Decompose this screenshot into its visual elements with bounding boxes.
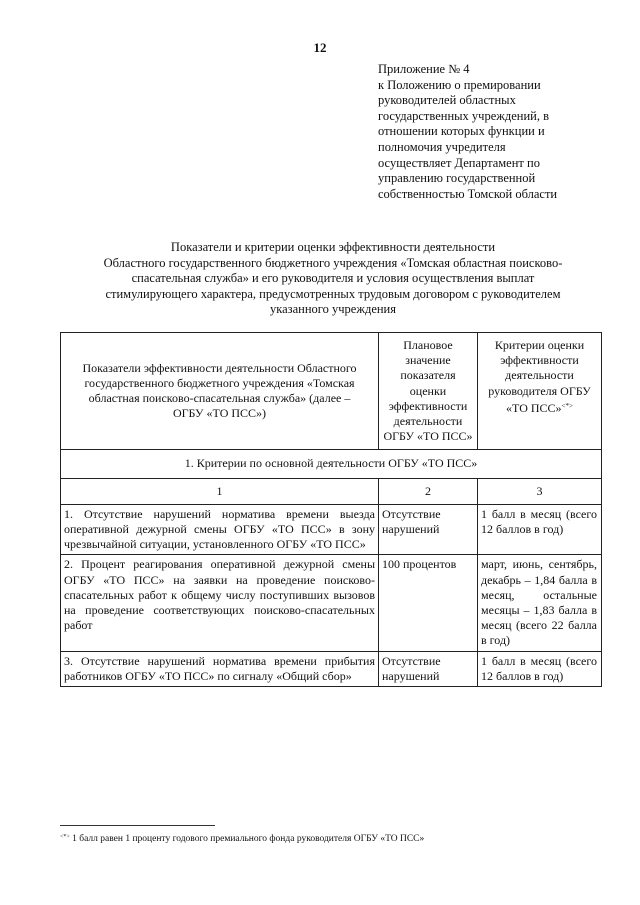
column-number: 2 bbox=[379, 478, 478, 504]
appendix-line: отношении которых функции и bbox=[378, 124, 545, 139]
appendix-line: к Положению о премировании bbox=[378, 77, 541, 92]
title-line: спасательная служба» и его руководителя и условия осуществления выплат bbox=[131, 271, 535, 285]
footnote-separator bbox=[60, 825, 215, 826]
header-criteria bbox=[478, 333, 602, 450]
planned-value-cell: Отсутствие нарушений bbox=[379, 651, 478, 686]
header-criteria-text: Критерии оценки эффективности деятельности руководителя ОГБУ «ТО ПСС» bbox=[488, 338, 591, 415]
header-planned-value: Плановое значение показателя оценки эффективности деятельности ОГБУ «ТО ПСС» bbox=[379, 333, 478, 450]
title-line: указанного учреждения bbox=[270, 302, 396, 316]
footnote-text: 1 балл равен 1 проценту годового премиального фонда руководителя ОГБУ «ТО ПСС» bbox=[72, 834, 425, 844]
appendix-line: осуществляет Департамент по bbox=[378, 155, 540, 170]
planned-value-cell: 100 процентов bbox=[379, 555, 478, 651]
appendix-line: Приложение № 4 bbox=[378, 62, 470, 76]
section-row bbox=[61, 450, 602, 478]
table-row bbox=[61, 651, 602, 686]
section-title: 1. Критерии по основной деятельности ОГБУ «ТО ПСС» bbox=[61, 450, 602, 478]
table-row bbox=[61, 555, 602, 651]
indicator-cell: 1. Отсутствие нарушений норматива времени выезда оперативной дежурной смены ОГБУ «ТО ПСС» в зону чрезвычайной ситуации, установленного ОГБУ «ТО ПСС» bbox=[61, 504, 379, 555]
title-line: Показатели и критерии оценки эффективности деятельности bbox=[170, 240, 496, 254]
criteria-cell: 1 балл в месяц (всего 12 баллов в год) bbox=[478, 651, 602, 686]
indicator-cell: 2. Процент реагирования оперативной дежурной смены ОГБУ «ТО ПСС» на заявки на проведение поисково-спасательных работ к общему числу поступивших вызовов на проведение соответствующих поисково-спасательных работ bbox=[61, 555, 379, 651]
footnote-mark: <*> bbox=[60, 834, 70, 840]
criteria-table bbox=[60, 332, 602, 687]
table-header-row bbox=[61, 333, 602, 450]
planned-value-cell: Отсутствие нарушений bbox=[379, 504, 478, 555]
title-line: Областного государственного бюджетного учреждения «Томская областная поисково- bbox=[103, 255, 563, 270]
appendix-block bbox=[378, 62, 608, 202]
column-number: 3 bbox=[478, 478, 602, 504]
appendix-line: руководителей областных bbox=[378, 93, 516, 108]
indicator-cell: 3. Отсутствие нарушений норматива времени прибытия работников ОГБУ «ТО ПСС» по сигналу «Общий сбор» bbox=[61, 651, 379, 686]
footnote-ref: <*> bbox=[561, 401, 573, 410]
column-number: 1 bbox=[61, 478, 379, 504]
page-number: 12 bbox=[313, 40, 327, 55]
table-row bbox=[61, 504, 602, 555]
column-number-row bbox=[61, 478, 602, 504]
header-indicators: Показатели эффективности деятельности Областного государственного бюджетного учреждения «Томская областная поисково-спасательная служба» (далее – ОГБУ «ТО ПСС») bbox=[61, 333, 379, 450]
footnote bbox=[60, 831, 620, 845]
appendix-line: полномочия учредителя bbox=[378, 139, 506, 154]
appendix-line: управлению государственной bbox=[378, 171, 536, 186]
criteria-cell: 1 балл в месяц (всего 12 баллов в год) bbox=[478, 504, 602, 555]
title-line: стимулирующего характера, предусмотренных трудовым договором с руководителем bbox=[105, 286, 561, 301]
document-title bbox=[44, 240, 622, 318]
criteria-cell: март, июнь, сентябрь, декабрь – 1,84 балла в месяц, остальные месяцы – 1,83 балла в месяц (всего 22 балла в год) bbox=[478, 555, 602, 651]
appendix-line: собственностью Томской области bbox=[378, 186, 558, 201]
appendix-line: государственных учреждений, в bbox=[378, 108, 550, 123]
